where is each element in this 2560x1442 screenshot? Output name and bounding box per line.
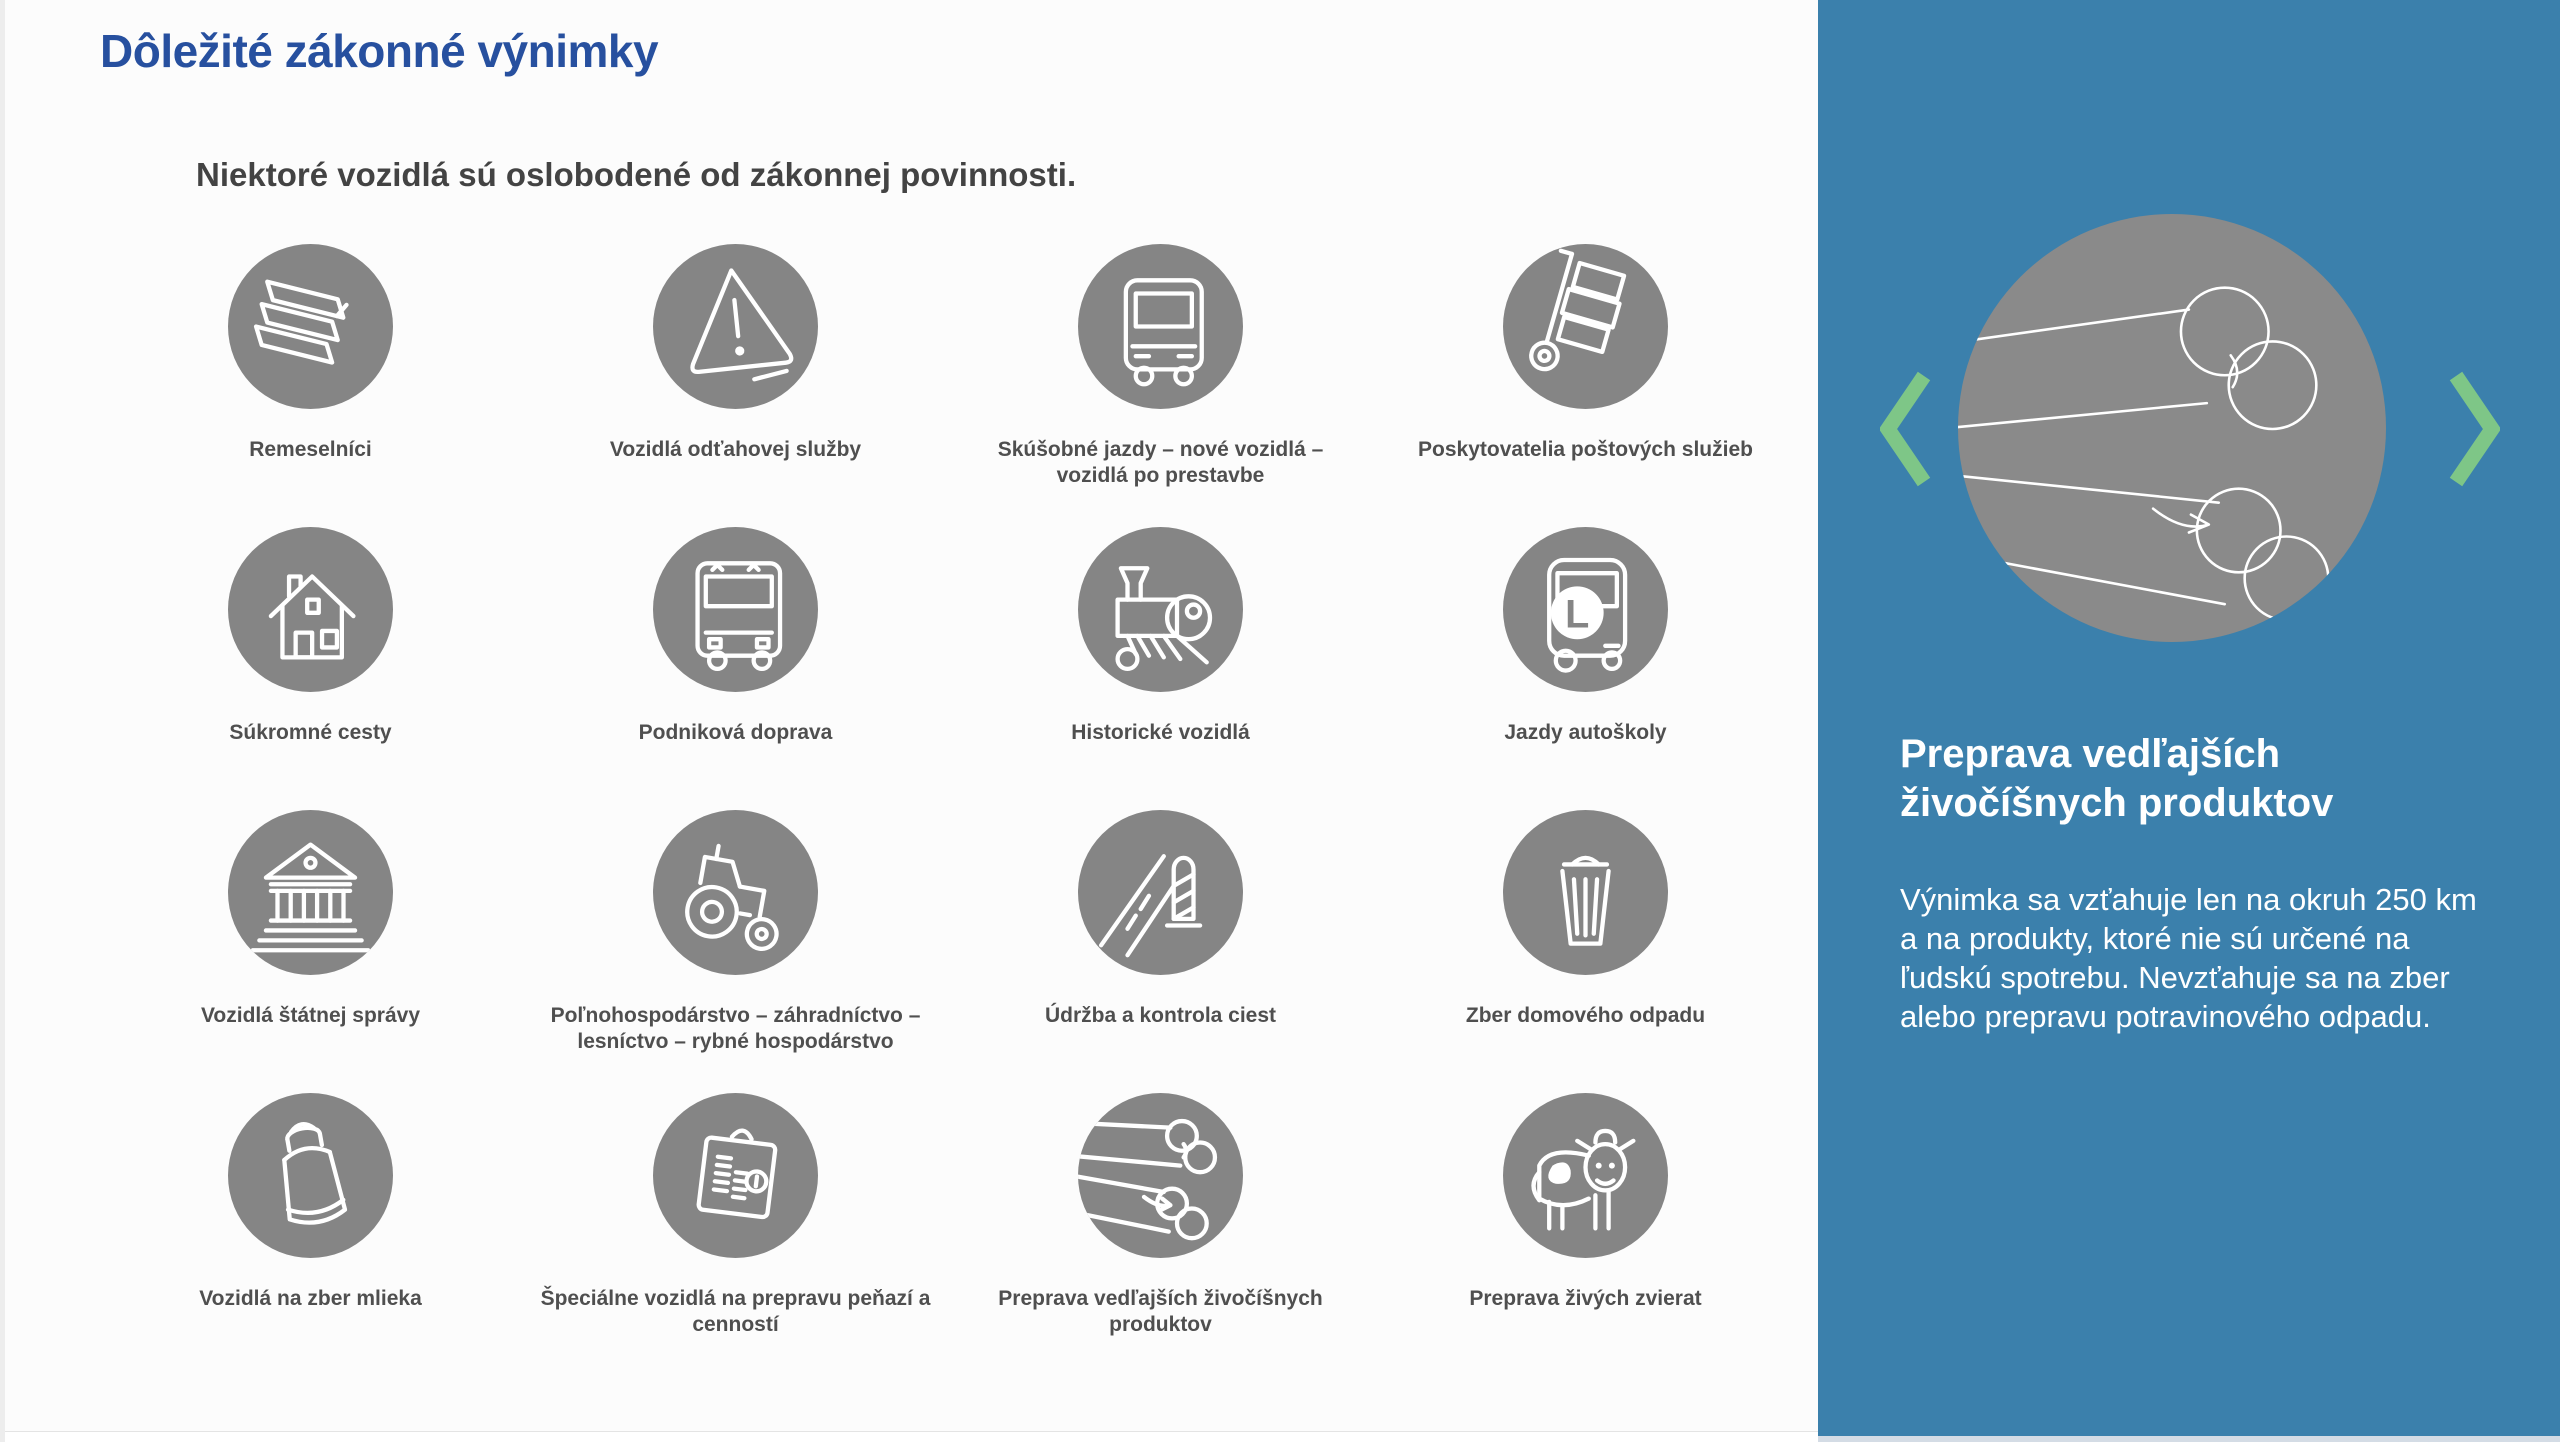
slide-bottom-edge [5, 1431, 1818, 1442]
company-bus-icon [653, 527, 818, 692]
carousel-next-button[interactable] [2448, 368, 2500, 490]
exemption-label: Jazdy autoškoly [1504, 721, 1667, 744]
exemption-label: Vozidlá odťahovej služby [609, 438, 862, 461]
page-title: Dôležité zákonné výnimky [100, 25, 659, 77]
exemption-label: Historické vozidlá [1071, 721, 1250, 744]
exemption-item-company-transport[interactable] [523, 527, 948, 810]
house-icon [228, 527, 393, 692]
exemption-label: Špeciálne vozidlá na prepravu peňazí a cenností [540, 1287, 931, 1336]
chevron-right-icon [2448, 368, 2500, 490]
exemption-label: Poľnohospodárstvo – záhradníctvo – lesníctvo – rybné hospodárstvo [550, 1004, 921, 1053]
exemption-item-test-drives[interactable] [948, 244, 1373, 527]
exemption-label: Preprava vedľajších živočíšnych produktov [998, 1287, 1323, 1336]
trash-can-icon [1503, 810, 1668, 975]
exemption-item-waste[interactable] [1373, 810, 1798, 1093]
steam-locomotive-icon [1078, 527, 1243, 692]
exemption-item-milk[interactable] [98, 1093, 523, 1376]
exemption-item-live-animals[interactable] [1373, 1093, 1798, 1376]
bones-icon [1958, 214, 2386, 642]
exemption-item-state-admin[interactable] [98, 810, 523, 1093]
exemption-item-money-transport[interactable] [523, 1093, 948, 1376]
main-content [5, 0, 1818, 1442]
exemption-label: Remeselníci [249, 438, 372, 461]
exemption-item-towing[interactable] [523, 244, 948, 527]
exemption-item-postal[interactable] [1373, 244, 1798, 527]
exemption-item-road-maintenance[interactable] [948, 810, 1373, 1093]
driving-school-bus-icon [1503, 527, 1668, 692]
exemption-label: Vozidlá štátnej správy [200, 1004, 421, 1027]
sidebar-title: Preprava vedľajších živočíšnych produktov [1900, 732, 2334, 825]
road-marker-icon [1078, 810, 1243, 975]
parcel-trolley-icon [1503, 244, 1668, 409]
exemption-item-craftsmen[interactable] [98, 244, 523, 527]
exemption-label: Súkromné cesty [229, 721, 392, 744]
money-briefcase-icon [653, 1093, 818, 1258]
detail-sidebar [1818, 0, 2560, 1442]
exemption-label: Podniková doprava [638, 721, 833, 744]
craftsmen-bricks-icon [228, 244, 393, 409]
carousel-prev-button[interactable] [1880, 368, 1932, 490]
tractor-icon [653, 810, 818, 975]
milk-churn-icon [228, 1093, 393, 1258]
sidebar-body: Výnimka sa vzťahuje len na okruh 250 km a na produkty, ktoré nie sú určené na ľudskú spotrebu. Nevzťahuje sa na zber alebo prepravu potravinového odpadu. [1900, 882, 2477, 1034]
cow-icon [1503, 1093, 1668, 1258]
exemptions-grid [98, 244, 1798, 1376]
bones-icon [1078, 1093, 1243, 1258]
chevron-left-icon [1880, 368, 1932, 490]
exemption-label: Preprava živých zvierat [1469, 1287, 1702, 1310]
exemption-label: Skúšobné jazdy – nové vozidlá – vozidlá po prestavbe [997, 438, 1324, 487]
exemption-label: Údržba a kontrola ciest [1044, 1004, 1277, 1027]
exemption-item-agriculture[interactable] [523, 810, 948, 1093]
sidebar-bottom-edge [1818, 1436, 2560, 1442]
exemption-item-animal-byproducts[interactable] [948, 1093, 1373, 1376]
exemption-label: Vozidlá na zber mlieka [199, 1287, 422, 1310]
page-subtitle: Niektoré vozidlá sú oslobodené od zákonnej povinnosti. [196, 156, 1077, 193]
exemption-label: Poskytovatelia poštových služieb [1418, 438, 1753, 461]
warning-triangle-icon [653, 244, 818, 409]
van-front-icon [1078, 244, 1243, 409]
exemption-item-driving-school[interactable] [1373, 527, 1798, 810]
exemption-item-historic[interactable] [948, 527, 1373, 810]
exemption-item-private-roads[interactable] [98, 527, 523, 810]
exemption-label: Zber domového odpadu [1465, 1004, 1706, 1027]
government-building-icon [228, 810, 393, 975]
